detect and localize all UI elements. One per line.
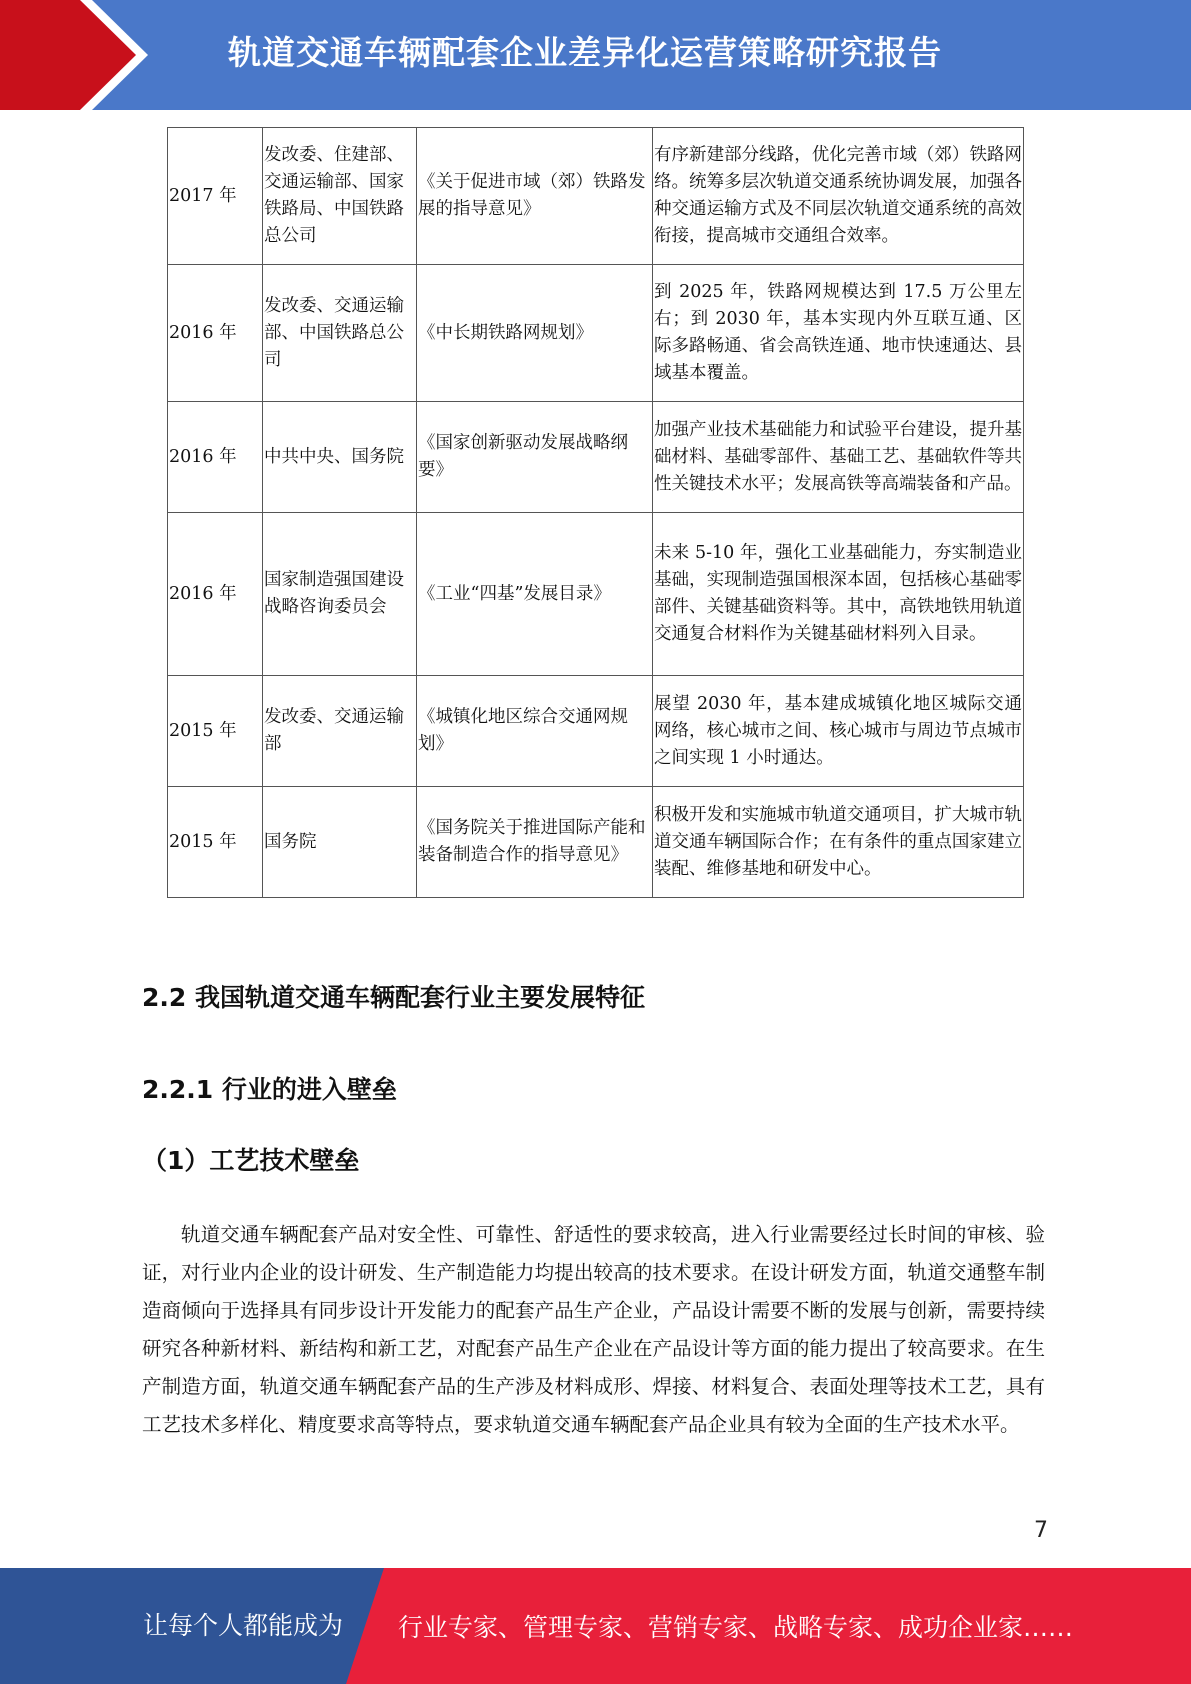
policy-table xyxy=(167,127,1024,898)
document-cell: 《中长期铁路网规划》 xyxy=(417,265,653,402)
content-cell: 未来 5-10 年，强化工业基础能力，夯实制造业基础，实现制造强国根深本固，包括核心基础零部件、关键基础资料等。其中，高铁地铁用轨道交通复合材料作为关键基础材料列入目录。 xyxy=(653,513,1024,676)
issuer-cell: 国家制造强国建设战略咨询委员会 xyxy=(263,513,417,676)
page-number: 7 xyxy=(1034,1518,1048,1543)
table-row xyxy=(168,402,1024,513)
header-banner xyxy=(0,0,1191,110)
content-cell: 有序新建部分线路，优化完善市域（郊）铁路网络。统筹多层次轨道交通系统协调发展，加强各种交通运输方式及不同层次轨道交通系统的高效衔接，提高城市交通组合效率。 xyxy=(653,128,1024,265)
body-paragraph: 轨道交通车辆配套产品对安全性、可靠性、舒适性的要求较高，进入行业需要经过长时间的审核、验证，对行业内企业的设计研发、生产制造能力均提出较高的技术要求。在设计研发方面，轨道交通整车制造商倾向于选择具有同步设计开发能力的配套产品生产企业，产品设计需要不断的发展与创新，需要持续研究各种新材料、新结构和新工艺，对配套产品生产企业在产品设计等方面的能力提出了较高要求。在生产制造方面，轨道交通车辆配套产品的生产涉及材料成形、焊接、材料复合、表面处理等技术工艺，具有工艺技术多样化、精度要求高等特点，要求轨道交通车辆配套产品企业具有较为全面的生产技术水平。 xyxy=(142,1223,1045,1436)
issuer-cell: 中共中央、国务院 xyxy=(263,402,417,513)
table-row xyxy=(168,676,1024,787)
footer-slogan-right: 行业专家、管理专家、营销专家、战略专家、成功企业家…… xyxy=(398,1613,1074,1642)
issuer-cell: 发改委、交通运输部、中国铁路总公司 xyxy=(263,265,417,402)
footer-slogan-left: 让每个人都能成为 xyxy=(143,1611,344,1640)
year-cell: 2017 年 xyxy=(168,128,263,265)
footer-banner xyxy=(0,1568,1191,1684)
year-cell: 2015 年 xyxy=(168,676,263,787)
issuer-cell: 发改委、交通运输部 xyxy=(263,676,417,787)
document-cell: 《城镇化地区综合交通网规划》 xyxy=(417,676,653,787)
section-heading-2-2-1: 2.2.1 行业的进入壁垒 xyxy=(142,1075,397,1104)
content-cell: 展望 2030 年，基本建成城镇化地区城际交通网络，核心城市之间、核心城市与周边节点城市之间实现 1 小时通达。 xyxy=(653,676,1024,787)
header-title: 轨道交通车辆配套企业差异化运营策略研究报告 xyxy=(228,33,942,72)
issuer-cell: 国务院 xyxy=(263,787,417,898)
table-row xyxy=(168,265,1024,402)
document-cell: 《关于促进市域（郊）铁路发展的指导意见》 xyxy=(417,128,653,265)
year-cell: 2016 年 xyxy=(168,265,263,402)
year-cell: 2015 年 xyxy=(168,787,263,898)
content-cell: 加强产业技术基础能力和试验平台建设，提升基础材料、基础零部件、基础工艺、基础软件等共性关键技术水平；发展高铁等高端装备和产品。 xyxy=(653,402,1024,513)
section-heading-2-2: 2.2 我国轨道交通车辆配套行业主要发展特征 xyxy=(142,983,645,1012)
table-row xyxy=(168,128,1024,265)
year-cell: 2016 年 xyxy=(168,513,263,676)
document-cell: 《国家创新驱动发展战略纲要》 xyxy=(417,402,653,513)
document-cell: 《工业“四基”发展目录》 xyxy=(417,513,653,676)
table-row xyxy=(168,787,1024,898)
content-cell: 积极开发和实施城市轨道交通项目，扩大城市轨道交通车辆国际合作；在有条件的重点国家建立装配、维修基地和研发中心。 xyxy=(653,787,1024,898)
issuer-cell: 发改委、住建部、交通运输部、国家铁路局、中国铁路总公司 xyxy=(263,128,417,265)
year-cell: 2016 年 xyxy=(168,402,263,513)
content-cell: 到 2025 年，铁路网规模达到 17.5 万公里左右；到 2030 年，基本实现内外互联互通、区际多路畅通、省会高铁连通、地市快速通达、县域基本覆盖。 xyxy=(653,265,1024,402)
subsection-heading-1: （1）工艺技术壁垒 xyxy=(142,1146,360,1175)
document-cell: 《国务院关于推进国际产能和装备制造合作的指导意见》 xyxy=(417,787,653,898)
table-row xyxy=(168,513,1024,676)
